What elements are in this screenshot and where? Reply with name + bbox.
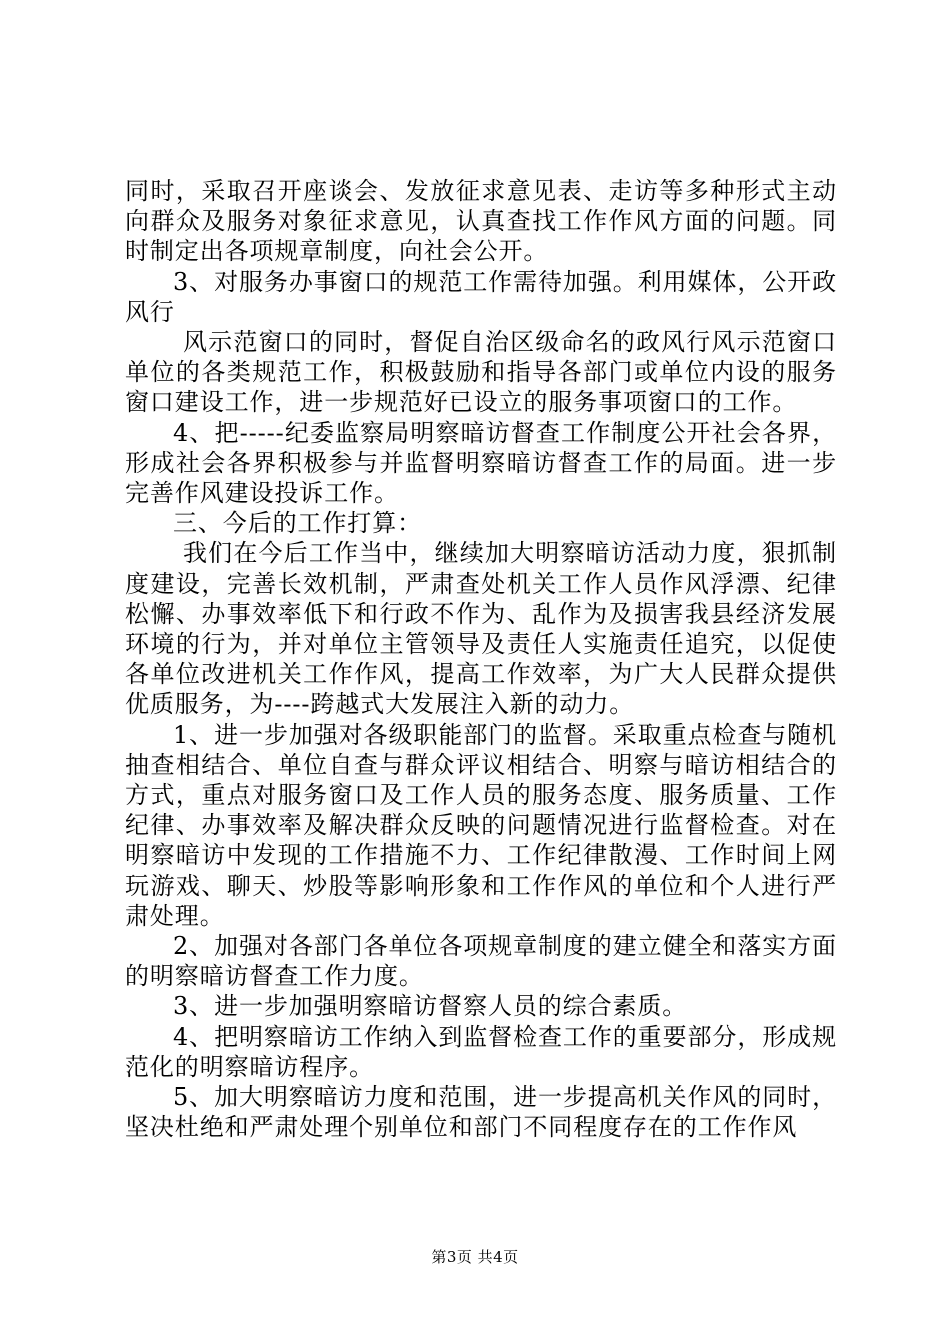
paragraph-8: 2、加强对各部门各单位各项规章制度的建立健全和落实方面的明察暗访督查工作力度。 <box>125 932 837 991</box>
paragraph-9: 3、进一步加强明察暗访督察人员的综合素质。 <box>173 992 688 1021</box>
paragraph-6: 我们在今后工作当中，继续加大明察暗访活动力度，狠抓制度建设，完善长效机制，严肃查处机关工作人员作风浮漂、纪律松懈、办事效率低下和行政不作为、乱作为及损害我县经济发展环境的行为，并对单位主管领导及责任人实施责任追究，以促使各单位改进机关工作作风，提高工作效率，为广大人民群众提供优质服务，为----跨越式大发展注入新的动力。 <box>125 539 837 719</box>
section-heading: 三、今后的工作打算： <box>173 509 422 538</box>
paragraph-11: 5、加大明察暗访力度和范围，进一步提高机关作风的同时，坚决杜绝和严肃处理个别单位和部门不同程度存在的工作作风 <box>125 1083 837 1142</box>
paragraph-4: 4、把-----纪委监察局明察暗访督查工作制度公开社会各界，形成社会各界积极参与并监督明察暗访督查工作的局面。进一步完善作风建设投诉工作。 <box>125 418 837 508</box>
paragraph-7: 1、进一步加强对各级职能部门的监督。采取重点检查与随机抽查相结合、单位自查与群众评议相结合、明察与暗访相结合的方式，重点对服务窗口及工作人员的服务态度、服务质量、工作纪律、办事效率及解决群众反映的问题情况进行监督检查。对在明察暗访中发现的工作措施不力、工作纪律散漫、工作时间上网玩游戏、聊天、炒股等影响形象和工作作风的单位和个人进行严肃处理。 <box>125 720 837 930</box>
paragraph-10: 4、把明察暗访工作纳入到监督检查工作的重要部分，形成规范化的明察暗访程序。 <box>125 1022 837 1081</box>
paragraph-3: 风示范窗口的同时，督促自治区级命名的政风行风示范窗口单位的各类规范工作，积极鼓励和指导各部门或单位内设的服务窗口建设工作，进一步规范好已设立的服务事项窗口的工作。 <box>125 328 837 417</box>
paragraph-1: 同时，采取召开座谈会、发放征求意见表、走访等多种形式主动向群众及服务对象征求意见，认真查找工作作风方面的问题。同时制定出各项规章制度，向社会公开。 <box>125 177 837 266</box>
document-body <box>125 176 837 1143</box>
paragraph-2: 3、对服务办事窗口的规范工作需待加强。利用媒体，公开政风行 <box>125 267 837 326</box>
page-number-footer: 第3页 共4页 <box>431 1248 519 1266</box>
